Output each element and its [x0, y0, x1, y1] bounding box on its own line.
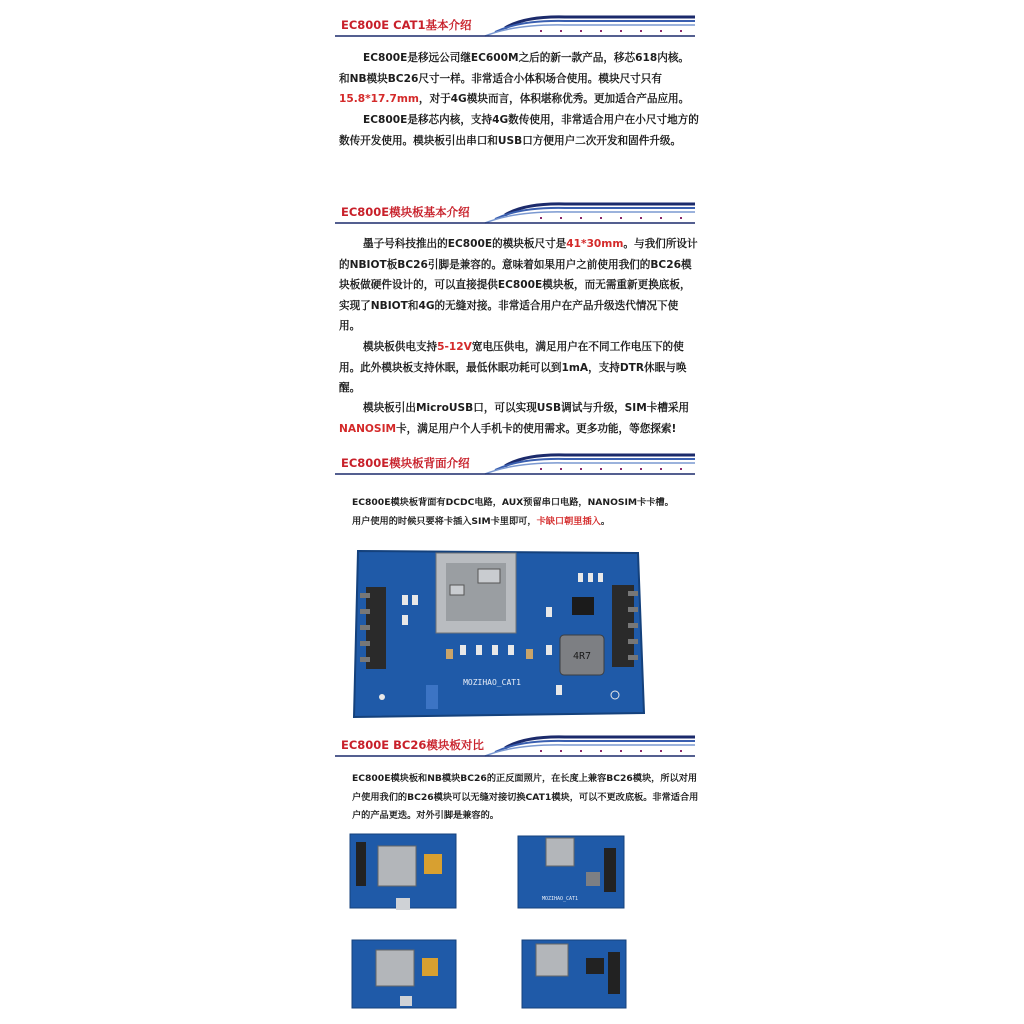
- pcb-back-photo: [350, 545, 645, 720]
- section3-line2: [352, 513, 702, 532]
- section2-paragraph3: [339, 398, 699, 439]
- ec800e-front-photo: [348, 832, 458, 914]
- section3-line1: EC800E模块板背面有DCDC电路，AUX预留串口电路，NANOSIM卡卡槽。: [352, 497, 674, 508]
- small-silk-label: MOZIHAO_CAT1: [541, 896, 579, 902]
- ec800e-module-icon: [378, 846, 416, 886]
- s3l2-red: 卡缺口朝里插入: [536, 516, 601, 527]
- section2-title: EC800E模块板基本介绍: [341, 205, 470, 219]
- s3l2-text-a: 用户使用的时候只要将卡插入SIM卡里即可，: [352, 516, 537, 527]
- pcb-silk-label: MOZIHAO_CAT1: [463, 678, 521, 687]
- s1p1-text-b: ，对于4G模块而言，体积堪称优秀。更加适合产品应用。: [418, 93, 690, 105]
- section2-paragraph2: [339, 337, 699, 399]
- s2p2-text-a: 模块板供电支持: [363, 341, 438, 353]
- section4-header: [335, 734, 695, 760]
- s2p1-red: 41*30mm: [566, 238, 624, 250]
- s1p1-red: 15.8*17.7mm: [339, 93, 419, 105]
- s1p2-text: EC800E是移芯内核，支持4G数传使用，非常适合用户在小尺寸地方的数传开发使用。模块板引出串口和USB口方便用户二次开发和固件升级。: [339, 114, 699, 147]
- s2p1-text-b: 。与我们所设计的NBIOT板BC26引脚是兼容的。意味着如果用户之前使用我们的BC26模块板做硬件设计的，可以直接提供EC800E模块板，而无需重新更换底板，实现了NBIOT和4G的无缝对接。非常适合用户在产品升级迭代情况下使用。: [339, 238, 698, 332]
- bc26-back-photo: [520, 938, 628, 1010]
- s2p2-red: 5-12V: [437, 341, 472, 353]
- section1-paragraph2: [339, 110, 699, 151]
- bc26-front-photo: [350, 938, 458, 1010]
- ec800e-back-photo: [516, 832, 626, 914]
- s2p2-text-b: 宽电压供电，满足用户在不同工作电压下的使用。此外模块板支持休眠，最低休眠功耗可以到1mA，支持DTR休眠与唤醒。: [339, 341, 687, 394]
- s2p3-text-a: 模块板引出MicroUSB口，可以实现USB调试与升级，SIM卡槽采用: [363, 402, 690, 414]
- s2p3-text-b: 卡，满足用户个人手机卡的使用需求。更多功能，等您探索!: [396, 422, 677, 435]
- bc26-module-icon: [376, 950, 414, 986]
- section1-header: [335, 14, 695, 40]
- section4-paragraph: EC800E模块板和NB模块BC26的正反面照片，在长度上兼容BC26模块，所以对用户使用我们的BC26模块可以无缝对接切换CAT1模块，可以不更改底板。非常适合用户的产品更迭。对外引脚是兼容的。: [352, 773, 699, 821]
- section3-header: [335, 452, 695, 478]
- dcdc-ic-icon: [572, 597, 594, 615]
- section4-title: EC800E BC26模块板对比: [341, 738, 484, 752]
- s2p1-text-a: 墨子号科技推出的EC800E的模块板尺寸是: [363, 238, 567, 250]
- section1-title: EC800E CAT1基本介绍: [341, 18, 472, 32]
- s2p3-red: NANOSIM: [339, 422, 397, 435]
- section1-paragraph1: [339, 48, 699, 110]
- s3l2-text-b: 。: [600, 516, 611, 527]
- inductor-label: 4R7: [572, 651, 592, 662]
- s1p1-text-a: EC800E是移远公司继EC600M之后的新一款产品，移芯618内核。和NB模块BC26尺寸一样。非常适合小体积场合使用。模块尺寸只有: [339, 52, 690, 85]
- section3-title: EC800E模块板背面介绍: [341, 456, 470, 470]
- section2-header: [335, 201, 695, 227]
- section2-paragraph1: [339, 234, 699, 337]
